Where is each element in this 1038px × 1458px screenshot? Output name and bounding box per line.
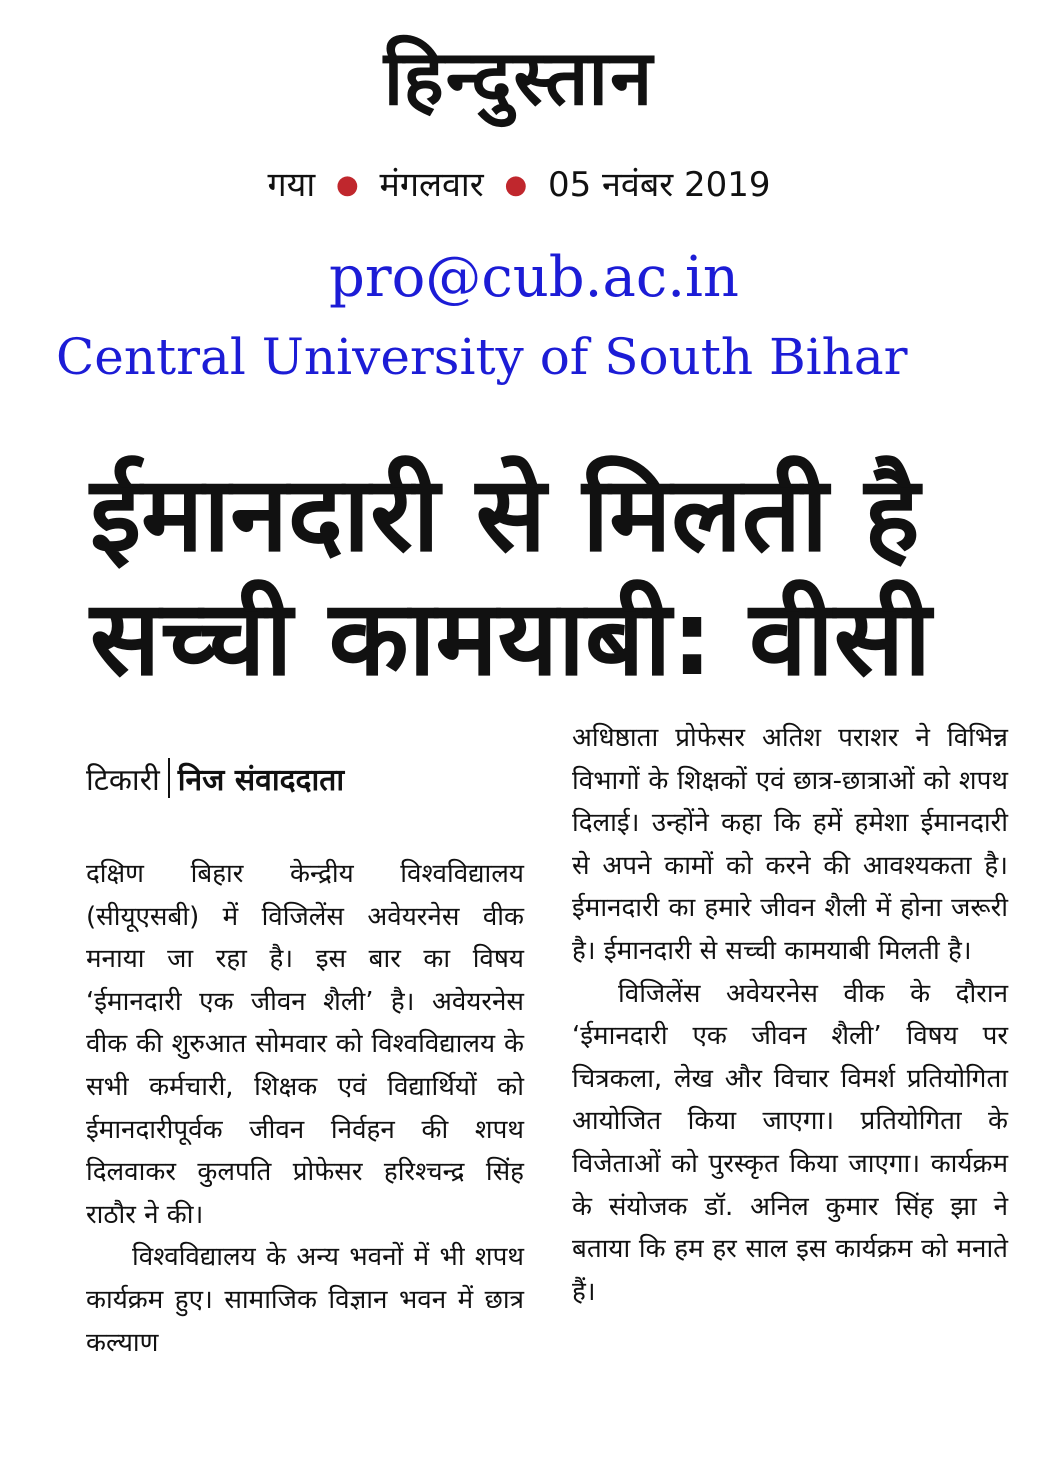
dateline-bullet-dot: ●	[504, 170, 528, 200]
dateline	[0, 160, 1038, 210]
byline-place: टिकारी	[86, 763, 160, 798]
university-name: Central University of South Bihar	[56, 328, 908, 386]
byline-reporter: निज संवाददाता	[177, 763, 345, 798]
dateline-date: 05 नवंबर 2019	[547, 165, 771, 205]
article-paragraph: दक्षिण बिहार केन्द्रीय विश्वविद्यालय (सीयूएसबी) में विजिलेंस अवेयरनेस वीक मनाया जा रहा है। इस बार का विषय ‘ईमानदारी एक जीवन शैली’ है। अवेयरनेस वीक की शुरुआत सोमवार को विश्वविद्यालय के सभी कर्मचारी, शिक्षक एवं विद्यार्थियों को ईमानदारीपूर्वक जीवन निर्वहन की शपथ दिलवाकर कुलपति प्रोफेसर हरिश्चन्द्र सिंह राठौर ने की।	[86, 859, 524, 1230]
byline	[86, 758, 344, 803]
article-paragraph: विश्वविद्यालय के अन्य भवनों में भी शपथ कार्यक्रम हुए। सामाजिक विज्ञान भवन में छात्र कल्याण	[86, 1242, 524, 1358]
article-headline	[90, 452, 990, 700]
article-paragraph: अधिष्ठाता प्रोफेसर अतिश पराशर ने विभिन्न विभागों के शिक्षकों एवं छात्र-छात्राओं को शपथ दिलाई। उन्होंने कहा कि हमें हमेशा ईमानदारी से अपने कामों को करने की आवश्यकता है। ईमानदारी का हमारे जीवन शैली में होना जरूरी है। ईमानदारी से सच्ची कामयाबी मिलती है।	[572, 723, 1008, 966]
article-column-right	[572, 717, 1008, 1313]
article-column-left	[86, 853, 524, 1364]
headline-line-1: ईमानदारी से मिलती है	[90, 453, 920, 575]
byline-divider	[168, 758, 170, 798]
newspaper-masthead: हिन्दुस्तान	[383, 33, 655, 122]
contact-email: pro@cub.ac.in	[329, 245, 739, 310]
headline-line-2: सच्ची कामयाबी: वीसी	[90, 577, 932, 699]
dateline-city: गया	[267, 165, 316, 205]
dateline-bullet-dot: ●	[336, 170, 359, 200]
article-paragraph: विजिलेंस अवेयरनेस वीक के दौरान ‘ईमानदारी एक जीवन शैली’ विषय पर चित्रकला, लेख और विचार विमर्श प्रतियोगिता आयोजित किया जाएगा। प्रतियोगिता के विजेताओं को पुरस्कृत किया जाएगा। कार्यक्रम के संयोजक डॉ. अनिल कुमार सिंह झा ने बताया कि हम हर साल इस कार्यक्रम को मनाते हैं।	[572, 978, 1008, 1307]
dateline-day: मंगलवार	[379, 165, 484, 205]
